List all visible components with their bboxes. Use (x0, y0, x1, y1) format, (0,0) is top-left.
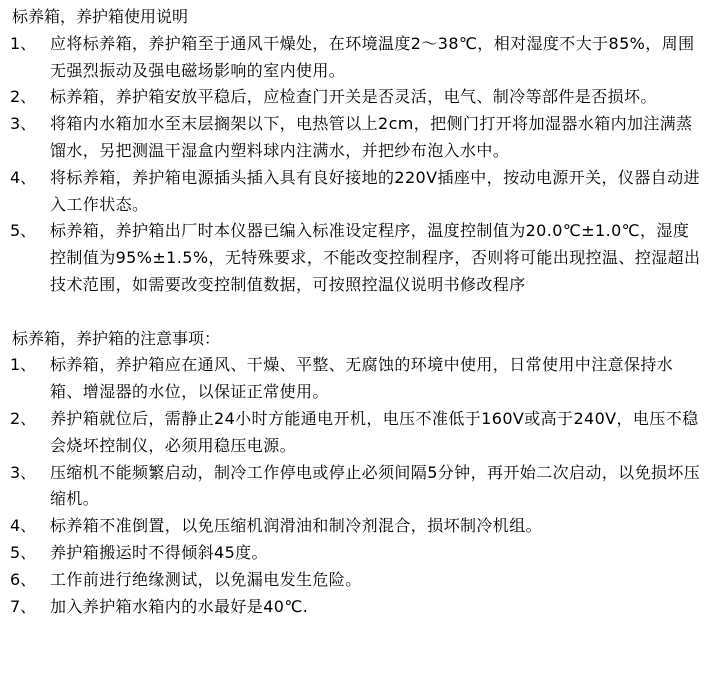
list-item-number: 3、 (10, 462, 37, 482)
list-item-number: 1、 (10, 33, 37, 53)
list-item (10, 84, 710, 111)
list-item (10, 352, 710, 406)
list-item (10, 567, 710, 594)
section-spacer (10, 299, 710, 326)
list-item (10, 165, 710, 219)
list-item-text: 加入养护箱水箱内的水最好是40℃. (50, 596, 309, 616)
list-item (10, 513, 710, 540)
list-item (10, 460, 710, 514)
list-item-text: 压缩机不能频繁启动，制冷工作停电或停止必须间隔5分钟，再开始二次启动，以免损坏压缩机。 (50, 462, 701, 509)
usage-instructions-list (10, 31, 710, 299)
list-item (10, 594, 710, 621)
list-item (10, 406, 710, 460)
list-item-text: 标养箱，养护箱安放平稳后，应检查门开关是否灵活，电气、制冷等部件是否损坏。 (50, 87, 657, 107)
list-item-number: 4、 (10, 167, 37, 187)
list-item (10, 540, 710, 567)
list-item-text: 标养箱，养护箱应在通风、干燥、平整、无腐蚀的环境中使用，日常使用中注意保持水箱、增湿器的水位，以保证正常使用。 (50, 355, 674, 402)
list-item-number: 4、 (10, 516, 37, 536)
list-item (10, 218, 710, 298)
list-item (10, 31, 710, 85)
precautions-list (10, 352, 710, 620)
list-item-text: 工作前进行绝缘测试，以免漏电发生危险。 (50, 569, 362, 589)
list-item-number: 2、 (10, 87, 37, 107)
list-item-text: 养护箱就位后，需静止24小时方能通电开机，电压不准低于160V或高于240V，电压不稳会烧坏控制仪，必须用稳压电源。 (50, 408, 699, 455)
list-item-number: 7、 (10, 596, 37, 616)
list-item-text: 养护箱搬运时不得倾斜45度。 (50, 542, 268, 562)
list-item-number: 5、 (10, 221, 37, 241)
list-item-number: 2、 (10, 408, 37, 428)
list-item-number: 1、 (10, 355, 37, 375)
usage-instructions-title: 标养箱，养护箱使用说明 (12, 7, 189, 26)
precautions-title: 标养箱，养护箱的注意事项： (12, 328, 221, 348)
list-item-text: 将标养箱，养护箱电源插头插入具有良好接地的220V插座中，按动电源开关，仪器自动进入工作状态。 (50, 167, 700, 214)
list-item-text: 应将标养箱，养护箱至于通风干燥处，在环境温度2～38℃，相对湿度不大于85%，周围无强烈振动及强电磁场影响的室内使用。 (50, 33, 695, 80)
list-item-number: 3、 (10, 114, 37, 134)
list-item-text: 将箱内水箱加水至末层搁架以下，电热管以上2cm，把侧门打开将加湿器水箱内加注满蒸馏水，另把测温干湿盒内塑料球内注满水，并把纱布泡入水中。 (50, 114, 693, 160)
list-item-text: 标养箱不准倒置，以免压缩机润滑油和制冷剂混合，损坏制冷机组。 (50, 516, 543, 536)
list-item-number: 5、 (10, 542, 37, 562)
list-item-text: 标养箱，养护箱出厂时本仪器已编入标准设定程序，温度控制值为20.0℃±1.0℃，湿度控制值为95%±1.5%，无特殊要求，不能改变控制程序，否则将可能出现控温、控湿超出技术范围，如需要改变控制值数据，可按照控温仪说明书修改程序 (50, 221, 701, 294)
list-item-number: 6、 (10, 569, 37, 589)
list-item (10, 111, 710, 165)
